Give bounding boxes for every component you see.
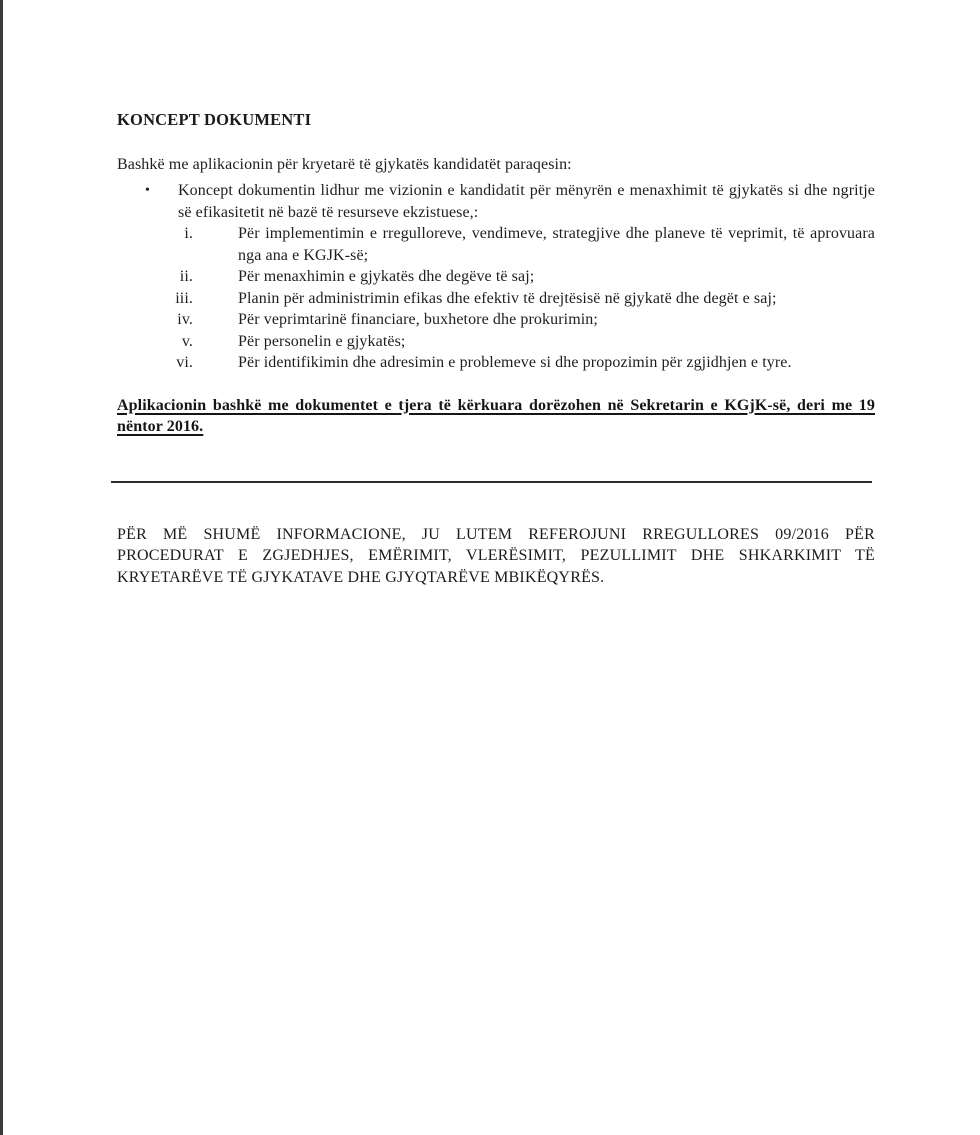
list-item-text: Planin për administrimin efikas dhe efektiv të drejtësisë në gjykatë dhe degët e saj; <box>238 289 777 307</box>
bullet-marker: • <box>144 183 150 198</box>
horizontal-rule <box>111 481 872 483</box>
list-item <box>117 309 875 331</box>
list-item-number: ii. <box>179 268 193 285</box>
list-item <box>117 288 875 310</box>
list-item <box>117 352 875 374</box>
list-item-number: i. <box>184 225 193 242</box>
bullet-item-text: Koncept dokumentin lidhur me vizionin e kandidatit për mënyrën e menaxhimit të gjykatës si dhe ngritje së efikasitetit në bazë të resurseve ekzistuese,: <box>178 182 875 221</box>
list-item <box>117 266 875 288</box>
list-item-text: Për personelin e gjykatës; <box>238 332 406 350</box>
list-item-text: Për implementimin e rregulloreve, vendimeve, strategjive dhe planeve të veprimit, të aprovuara nga ana e KGJK-së; <box>238 225 875 264</box>
page-edge-line <box>0 0 3 1135</box>
intro-paragraph: Bashkë me aplikacionin për kryetarë të gjykatës kandidatët paraqesin: <box>117 155 572 173</box>
deadline-notice: Aplikacionin bashkë me dokumentet e tjera të kërkuara dorëzohen në Sekretarin e KGjK-së, deri me 19 nëntor 2016. <box>117 396 875 435</box>
list-item-text: Për menaxhimin e gjykatës dhe degëve të saj; <box>238 268 535 285</box>
document-body <box>117 109 875 588</box>
bullet-item <box>117 180 875 223</box>
list-item-text: Për identifikimin dhe adresimin e problemeve si dhe propozimin për zgjidhjen e tyre. <box>238 354 792 371</box>
document-title: KONCEPT DOKUMENTI <box>117 110 312 129</box>
list-item <box>117 223 875 266</box>
list-item-number: iv. <box>177 311 193 328</box>
list-item-text: Për veprimtarinë financiare, buxhetore dhe prokurimin; <box>238 311 598 328</box>
list-item-number: v. <box>181 332 193 350</box>
list-item-number: iii. <box>175 289 193 307</box>
footer-reference-paragraph: PËR MË SHUMË INFORMACIONE, JU LUTEM REFEROJUNI RREGULLORES 09/2016 PËR PROCEDURAT E ZGJEDHJES, EMËRIMIT, VLERËSIMIT, PEZULLIMIT DHE SHKARKIMIT TË KRYETARËVE TË GJYKATAVE DHE GJYQTARËVE MBIKËQYRËS. <box>117 525 875 586</box>
list-item-number: vi. <box>176 354 193 371</box>
list-item <box>117 331 875 353</box>
roman-numeral-list <box>117 223 875 374</box>
